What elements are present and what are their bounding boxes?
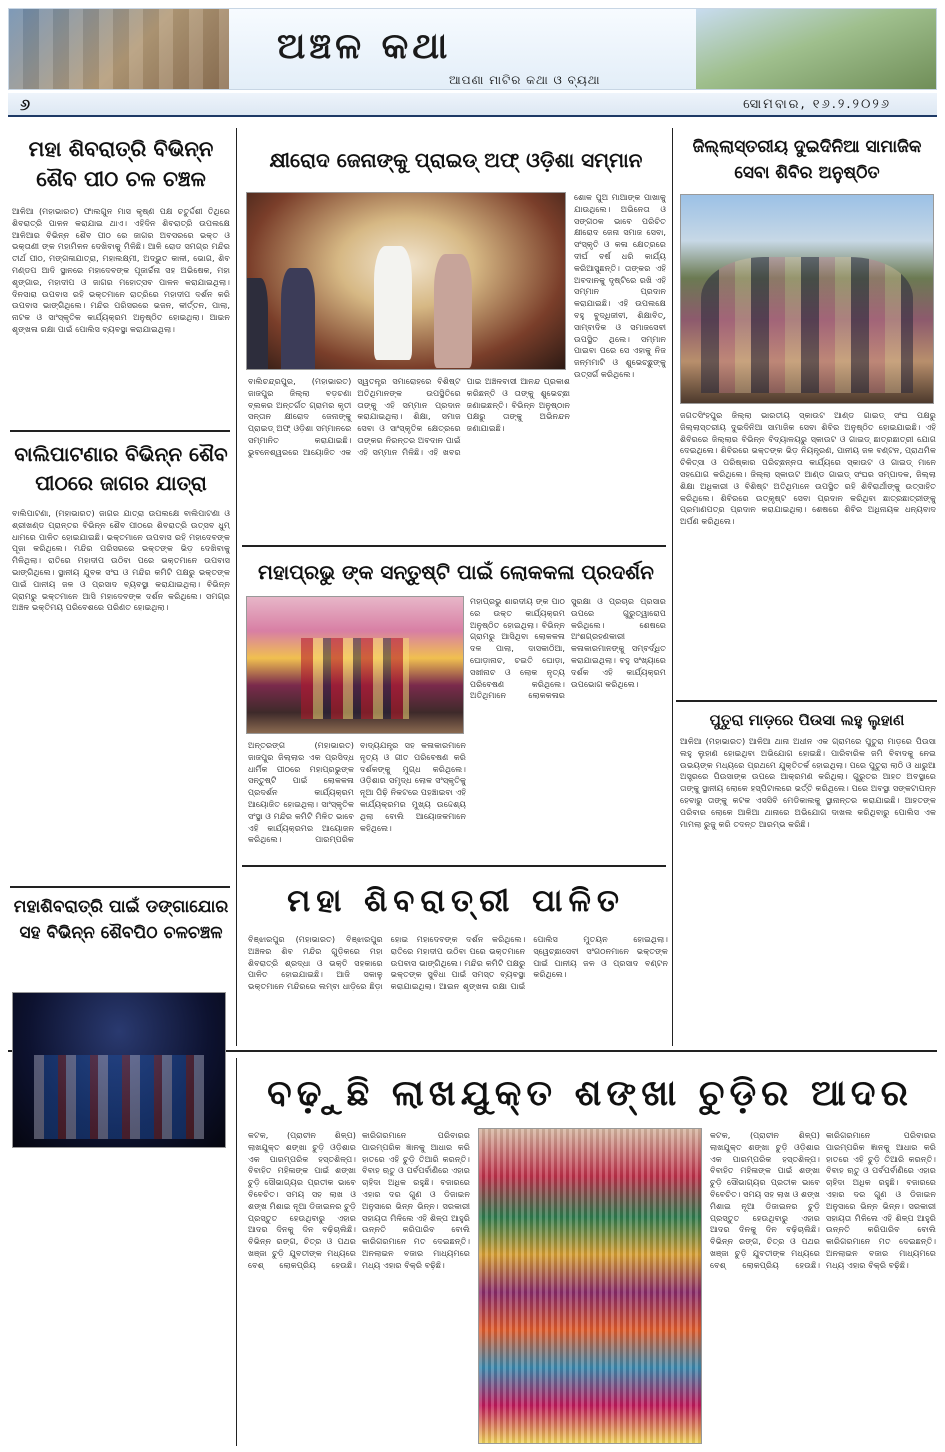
article-body-shivaratri-palita: ବିଞ୍ଝାରପୁର (ମହାଭାରତ) ବିଞ୍ଝାରପୁର ଅଞ୍ଚଳର ଶିବ ମନ୍ଦିର ଗୁଡ଼ିକରେ ମହା ଶିବରାତ୍ରି ଶ୍ରଦ୍ଧା ଓ ଭକ୍ତି ସହକାରେ ପାଳିତ ହୋଇଯାଇଛି। ଆଜି ସକାଳୁ ଭକ୍ତମାନେ ମନ୍ଦିରରେ ଲମ୍ବା ଧାଡ଼ିରେ ଛିଡ଼ା ହୋଇ ମହାଦେବଙ୍କ ଦର୍ଶନ କରିଥିଲେ। ରାତିରେ ମହାଦୀପ ଉଠିବା ପରେ ଭକ୍ତମାନେ ଉପବାସ ଭାଙ୍ଗିଥିଲେ। ମନ୍ଦିର କମିଟି ପକ୍ଷରୁ ଭକ୍ତଙ୍କ ସୁବିଧା ପାଇଁ ସମସ୍ତ ବ୍ୟବସ୍ଥା କରାଯାଇଥିଲା। ଆଇନ ଶୃଙ୍ଖଳା ରକ୍ଷା ପାଇଁ ପୋଲିସ ମୁତୟନ ହୋଇଥିଲା। ସ୍ୱେଚ୍ଛାସେବୀ ସଂଗଠନମାନେ ଭକ୍ତଙ୍କ ପାଇଁ ପାନୀୟ ଜଳ ଓ ପ୍ରସାଦ ବଣ୍ଟନ କରିଥିଲେ। — [248, 934, 668, 992]
column-rule — [672, 128, 673, 1046]
masthead-right-photo — [696, 9, 936, 90]
headline-social-camp: ଜିଲ୍ଲାସ୍ତରୀୟ ଦୁଇଦିନିଆ ସାମାଜିକ ସେବା ଶିବିର ଅନୁଷ୍ଠିତ — [692, 137, 922, 183]
headline-dangajora: ମହାଶିବରାତ୍ରି ପାଇଁ ଡଙ୍ଗାଯୋର ସହ ବିଭିନ୍ନ ଶୈବପିଠ ଚଳଚଞ୍ଚଳ — [13, 897, 229, 943]
photo-conch-bangles — [478, 1128, 702, 1444]
issue-date: ସୋମବାର, ୧୬.୨.୨୦୨୬ — [743, 97, 891, 112]
column-rule — [236, 128, 237, 1046]
newspaper-title: ଅଞ୍ଚଳ କଥା — [277, 25, 452, 67]
page-number: ୬ — [20, 95, 31, 114]
column-rule — [236, 1058, 237, 1446]
section-rule — [242, 865, 666, 867]
section-rule — [10, 886, 230, 888]
section-rule — [676, 700, 937, 702]
article-body-bangles-continued: କଟକ, (ପ୍ରାଚୀନ ଶିଳ୍ପ) ଲାଖଯୁକ୍ତ ଶଙ୍ଖା ଚୁଡ଼ି ଓଡ଼ିଶାର ଏକ ପାରମ୍ପରିକ ହସ୍ତଶିଳ୍ପ। ବିବାହିତ ମହିଳାଙ୍କ ପାଇଁ ଶଙ୍ଖା ଚୁଡ଼ି ସୌଭାଗ୍ୟର ପ୍ରତୀକ ଭାବେ ବିବେଚିତ। ସମୟ ସହ ଲାଖ ଓ ଶଙ୍ଖ ମିଶାଇ ନୂଆ ଡିଜାଇନର ଚୁଡ଼ି ପ୍ରସ୍ତୁତ ହେଉଥିବାରୁ ଏହାର ଆଦର ଦିନକୁ ଦିନ ବଢ଼ିଚାଲିଛି। ବିଭିନ୍ନ ରଙ୍ଗ, ଚିତ୍ର ଓ ପଥର ଖଞ୍ଜା ଚୁଡ଼ି ଯୁବତୀଙ୍କ ମଧ୍ୟରେ ବେଶ୍ ଲୋକପ୍ରିୟ ହେଉଛି। କାରିଗରମାନେ ପରିବାରର ପାରମ୍ପରିକ ଜ୍ଞାନକୁ ଆଧାର କରି ହାତରେ ଏହି ଚୁଡ଼ି ତିଆରି କରନ୍ତି। ବିବାହ ଋତୁ ଓ ପର୍ବପର୍ବାଣିରେ ଏହାର ଚାହିଦା ଅଧିକ ରହୁଛି। ବଜାରରେ ଏହାର ଦର ଗୁଣ ଓ ଡିଜାଇନ ଅନୁସାରେ ଭିନ୍ନ ଭିନ୍ନ। ସରକାରୀ ସହାୟତା ମିଳିଲେ ଏହି ଶିଳ୍ପ ଆହୁରି ଉନ୍ନତି କରିପାରିବ ବୋଲି କାରିଗରମାନେ ମତ ଦେଇଛନ୍ତି। ଅନଲାଇନ ବଜାର ମାଧ୍ୟମରେ ମଧ୍ୟ ଏହାର ବିକ୍ରି ବଢ଼ିଛି। — [710, 1130, 936, 1270]
headline-balipatana: ବାଲିପାଟଣାର ବିଭିନ୍ନ ଶୈବ ପୀଠରେ ଜାଗର ଯାତ୍ରା — [14, 442, 228, 495]
section-rule — [10, 430, 230, 432]
photo-shivaratri-night-crowd — [12, 992, 226, 1148]
article-body-pride-award: ବାଲିଚନ୍ଦ୍ରପୁର, (ମହାଭାରତ) ଜାଜପୁର ଜିଲ୍ଲା ବଡ଼ଚଣା ବ୍ଲକର ଅନ୍ତର୍ଗତ ଗ୍ରାମର କୃତୀ ସନ୍ତାନ କ୍ଷୀରୋଦ ଜେନାଙ୍କୁ ପ୍ରାଇଡ୍ ଅଫ୍ ଓଡ଼ିଶା ସମ୍ମାନରେ ସମ୍ମାନିତ କରାଯାଇଛି। ଭୁବନେଶ୍ୱରରେ ଆୟୋଜିତ ଏକ ସ୍ୱତନ୍ତ୍ର ସମାରୋହରେ ବିଶିଷ୍ଟ ଅତିଥିମାନଙ୍କ ଉପସ୍ଥିତିରେ ତାଙ୍କୁ ଏହି ସମ୍ମାନ ପ୍ରଦାନ କରାଯାଇଥିଲା। ଶିକ୍ଷା, ସମାଜ ସେବା ଓ ସାଂସ୍କୃତିକ କ୍ଷେତ୍ରରେ ତାଙ୍କର ନିରନ୍ତର ଅବଦାନ ପାଇଁ ଏହି ସମ୍ମାନ ମିଳିଛି। ଏହି ଖବର ପାଇ ଅଞ୍ଚଳବାସୀ ଆନନ୍ଦ ପ୍ରକାଶ କରିଛନ୍ତି ଓ ତାଙ୍କୁ ଶୁଭେଚ୍ଛା ଜଣାଇଛନ୍ତି। ବିଭିନ୍ନ ଅନୁଷ୍ଠାନ ପକ୍ଷରୁ ତାଙ୍କୁ ଅଭିନନ୍ଦନ ଜଣାଯାଇଛି। — [248, 376, 570, 457]
photo-award-ceremony — [246, 192, 566, 370]
photo-folk-art-performance — [246, 596, 464, 734]
article-body-social-camp: ଜଗତସିଂହପୁର ଜିଲ୍ଲା ଭାରତୀୟ ସ୍କାଉଟ ଆଣ୍ଡ ଗାଇଡ୍ ସଂଘ ପକ୍ଷରୁ ଜିଲ୍ଲାସ୍ତରୀୟ ଦୁଇଦିନିଆ ସାମାଜିକ ସେବା ଶିବିର ଅନୁଷ୍ଠିତ ହୋଇଯାଇଛି। ଏହି ଶିବିରରେ ଜିଲ୍ଲାର ବିଭିନ୍ନ ବିଦ୍ୟାଳୟରୁ ସ୍କାଉଟ ଓ ଗାଇଡ୍ ଛାତ୍ରଛାତ୍ରୀ ଯୋଗ ଦେଇଥିଲେ। ଶିବିରରେ ଭକ୍ତଙ୍କ ଭିଡ଼ ନିୟନ୍ତ୍ରଣ, ପାନୀୟ ଜଳ ବଣ୍ଟନ, ପ୍ରାଥମିକ ଚିକିତ୍ସା ଓ ପରିଷ୍କାର ପରିଚ୍ଛନ୍ନତା କାର୍ଯ୍ୟରେ ସ୍କାଉଟ ଓ ଗାଇଡ୍ ମାନେ ସହଯୋଗ କରିଥିଲେ। ଜିଲ୍ଲା ସ୍କାଉଟ ଆଣ୍ଡ ଗାଇଡ୍ ସଂଘର ସମ୍ପାଦକ, ଜିଲ୍ଲା ଶିକ୍ଷା ଅଧିକାରୀ ଓ ବିଶିଷ୍ଟ ଅତିଥିମାନେ ଉପସ୍ଥିତ ରହି ଶିବିରାର୍ଥୀଙ୍କୁ ଉତ୍ସାହିତ କରିଥିଲେ। ଶିବିରରେ ଉତ୍କୃଷ୍ଟ ସେବା ପ୍ରଦାନ କରିଥିବା ଛାତ୍ରଛାତ୍ରୀଙ୍କୁ ପ୍ରମାଣପତ୍ର ପ୍ରଦାନ କରାଯାଇଥିଲା। ଶେଷରେ ଶିବିର ଅଧିନାୟକ ଧନ୍ୟବାଦ ଅର୍ପଣ କରିଥିଲେ। — [680, 410, 936, 527]
headline-shivaratri-palita: ମହା ଶିବରାତ୍ରୀ ପାଳିତ — [287, 883, 625, 919]
article-body-putura: ଆଳିଆ (ମହାଭାରତ) ଆଳିଆ ଥାନା ଅଧୀନ ଏକ ଗ୍ରାମରେ ପୁତୁରା ମାଡ଼ରେ ପିଉସା ଲହୁ ଲୁହାଣ ହୋଇଥିବା ଅଭିଯୋଗ ହୋଇଛି। ପାରିବାରିକ ଜମି ବିବାଦକୁ ନେଇ ଉଭୟଙ୍କ ମଧ୍ୟରେ ପ୍ରଥମେ ଯୁକ୍ତିତର୍କ ହୋଇଥିଲା। ପରେ ପୁତୁରା ଲାଠି ଓ ଧାରୁଆ ଅସ୍ତ୍ରରେ ପିଉସାଙ୍କ ଉପରେ ଆକ୍ରମଣ କରିଥିଲା। ଗୁରୁତର ଆହତ ଅବସ୍ଥାରେ ତାଙ୍କୁ ସ୍ଥାନୀୟ ଲୋକେ ହସ୍ପିଟାଲରେ ଭର୍ତ୍ତି କରିଥିଲେ। ପରେ ଅବସ୍ଥା ସଙ୍କଟାପନ୍ନ ହେବାରୁ ତାଙ୍କୁ କଟକ ଏସସିବି ମେଡିକାଲକୁ ସ୍ଥାନାନ୍ତର କରାଯାଇଛି। ଆହତଙ୍କ ପରିବାର ଲୋକେ ଆଳିଆ ଥାନାରେ ଅଭିଯୋଗ ଦାଖଲ କରିଥିବାରୁ ପୋଲିସ ଏକ ମାମଲା ରୁଜୁ କରି ତଦନ୍ତ ଆରମ୍ଭ କରିଛି। — [680, 736, 936, 829]
article-body-balipatana: ବାଲିପାଟଣା, (ମହାଭାରତ) ଜାଗର ଯାତ୍ରା ଉପଲକ୍ଷେ ବାଲିପାଟଣା ଓ ଶ୍ରୀଖଣ୍ଡ ପ୍ରାନ୍ତର ବିଭିନ୍ନ ଶୈବ ପୀଠରେ ଶିବରାତ୍ରି ଉତ୍ସବ ଧୁମ୍ ଧାମରେ ପାଳିତ ହୋଇଯାଇଛି। ଭକ୍ତମାନେ ଉପବାସ ରହି ମହାଦେବଙ୍କ ପୂଜା କରିଥିଲେ। ମନ୍ଦିର ପରିସରରେ ଭକ୍ତଙ୍କ ଭିଡ଼ ଦେଖିବାକୁ ମିଳିଥିଲା। ରାତିରେ ମହାଦୀପ ଉଠିବା ପରେ ଭକ୍ତମାନେ ଉପବାସ ଭାଙ୍ଗିଥିଲେ। ସ୍ଥାନୀୟ ଯୁବକ ସଂଘ ଓ ମନ୍ଦିର କମିଟି ପକ୍ଷରୁ ଭକ୍ତଙ୍କ ପାଇଁ ପାନୀୟ ଜଳ ଓ ପ୍ରସାଦ ବ୍ୟବସ୍ଥା କରାଯାଇଥିଲା। ବିଭିନ୍ନ ଗ୍ରାମରୁ ଭକ୍ତମାନେ ଆସି ମହାଦେବଙ୍କ ଦର୍ଶନ କରିଥିଲେ। ସମଗ୍ର ଅଞ୍ଚଳ ଭକ୍ତିମୟ ପରିବେଶରେ ପରିଣତ ହୋଇଥିଲା। — [12, 508, 230, 613]
article-body-bangles: କଟକ, (ପ୍ରାଚୀନ ଶିଳ୍ପ) ଲାଖଯୁକ୍ତ ଶଙ୍ଖା ଚୁଡ଼ି ଓଡ଼ିଶାର ଏକ ପାରମ୍ପରିକ ହସ୍ତଶିଳ୍ପ। ବିବାହିତ ମହିଳାଙ୍କ ପାଇଁ ଶଙ୍ଖା ଚୁଡ଼ି ସୌଭାଗ୍ୟର ପ୍ରତୀକ ଭାବେ ବିବେଚିତ। ସମୟ ସହ ଲାଖ ଓ ଶଙ୍ଖ ମିଶାଇ ନୂଆ ଡିଜାଇନର ଚୁଡ଼ି ପ୍ରସ୍ତୁତ ହେଉଥିବାରୁ ଏହାର ଆଦର ଦିନକୁ ଦିନ ବଢ଼ିଚାଲିଛି। ବିଭିନ୍ନ ରଙ୍ଗ, ଚିତ୍ର ଓ ପଥର ଖଞ୍ଜା ଚୁଡ଼ି ଯୁବତୀଙ୍କ ମଧ୍ୟରେ ବେଶ୍ ଲୋକପ୍ରିୟ ହେଉଛି। କାରିଗରମାନେ ପରିବାରର ପାରମ୍ପରିକ ଜ୍ଞାନକୁ ଆଧାର କରି ହାତରେ ଏହି ଚୁଡ଼ି ତିଆରି କରନ୍ତି। ବିବାହ ଋତୁ ଓ ପର୍ବପର୍ବାଣିରେ ଏହାର ଚାହିଦା ଅଧିକ ରହୁଛି। ବଜାରରେ ଏହାର ଦର ଗୁଣ ଓ ଡିଜାଇନ ଅନୁସାରେ ଭିନ୍ନ ଭିନ୍ନ। ସରକାରୀ ସହାୟତା ମିଳିଲେ ଏହି ଶିଳ୍ପ ଆହୁରି ଉନ୍ନତି କରିପାରିବ ବୋଲି କାରିଗରମାନେ ମତ ଦେଇଛନ୍ତି। ଅନଲାଇନ ବଜାର ମାଧ୍ୟମରେ ମଧ୍ୟ ଏହାର ବିକ୍ରି ବଢ଼ିଛି। — [248, 1130, 470, 1270]
section-rule — [242, 545, 666, 547]
photo-scout-service-camp — [680, 194, 934, 404]
headline-pride-award: କ୍ଷୀରୋଦ ଜେନାଙ୍କୁ ପ୍ରାଇଡ୍ ଅଫ୍ ଓଡ଼ିଶା ସମ୍ମାନ — [269, 148, 643, 172]
article-side-folk-art: ମହାପ୍ରଭୁ ଶାରଦୀୟ ଙ୍କ ପାଠ ରେ ଉକ୍ତ କାର୍ଯ୍ୟକ୍ରମ ଅନୁଷ୍ଠିତ ହୋଇଥିଲା। ବିଭିନ୍ନ ଗ୍ରାମରୁ ଆସିଥିବା ଲୋକକଳା ଦଳ ପାଲା, ଦାସକାଠିଆ, ଘୋଡ଼ାନାଚ, ଚଇତି ଘୋଡ଼ା, ସଖୀନାଚ ଓ ଲୋକ ନୃତ୍ୟ ପରିବେଷଣ କରିଥିଲେ। ଅତିଥିମାନେ ଲୋକକଳାର ସୁରକ୍ଷା ଓ ପ୍ରଚାର ପ୍ରସାର ଉପରେ ଗୁରୁତ୍ୱାରୋପ କରିଥିଲେ। ଶେଷରେ ଅଂଶଗ୍ରହଣକାରୀ କଳାକାରମାନଙ୍କୁ ସମ୍ବର୍ଦ୍ଧିତ କରାଯାଇଥିଲା। ବହୁ ସଂଖ୍ୟାରେ ଦର୍ଶକ ଏହି କାର୍ଯ୍ୟକ୍ରମ ଉପଭୋଗ କରିଥିଲେ। — [470, 596, 666, 701]
headline-putura: ପୁତୁରା ମାଡ଼ରେ ପିଉସା ଲହୁ ଲୁହାଣ — [709, 711, 905, 729]
article-side-pride-award: ଶୋକ ପୁଅ ମାଆଙ୍କ ପାଖାକୁ ଯାଉଥିଲେ। ଅଭିନେତା ଓ ସଙ୍ଗଠକ ଭାବେ ପରିଚିତ କ୍ଷୀରୋଦ ଜେନା ସମାଜ ସେବା, ସଂସ୍କୃତି ଓ କଳା କ୍ଷେତ୍ରରେ ଦୀର୍ଘ ବର୍ଷ ଧରି କାର୍ଯ୍ୟ କରିଆସୁଛନ୍ତି। ତାଙ୍କର ଏହି ଅବଦାନକୁ ଦୃଷ୍ଟିରେ ରଖି ଏହି ସମ୍ମାନ ପ୍ରଦାନ କରାଯାଇଛି। ଏହି ଉପଲକ୍ଷେ ବହୁ ବୁଦ୍ଧିଜୀବୀ, ଶିକ୍ଷାବିତ୍, ସାମ୍ବାଦିକ ଓ ସମାଜସେବୀ ଉପସ୍ଥିତ ଥିଲେ। ସମ୍ମାନ ପାଇବା ପରେ ସେ ଏହାକୁ ନିଜ ଜନ୍ମମାଟି ଓ ଶୁଭେଚ୍ଛୁଙ୍କୁ ଉତ୍ସର୍ଗ କରିଥିଲେ। — [574, 192, 666, 379]
headline-folk-art: ମହାପ୍ରଭୁ ଙ୍କ ସନ୍ତୁଷ୍ଟି ପାଇଁ ଲୋକକଳା ପ୍ରଦର୍ଶନ — [258, 560, 654, 584]
headline-bangles: ବଢ଼ୁଛି ଲାଖଯୁକ୍ତ ଶଙ୍ଖା ଚୁଡ଼ିର ଆଦର — [267, 1072, 913, 1114]
article-body-shivaratri-shaiva: ଆଳିଆ (ମହାଭାରତ) ଫାଲଗୁନ ମାସ କୃଷ୍ଣ ପକ୍ଷ ଚତୁର୍ଦ୍ଦଶୀ ତିଥିରେ ଶିବରାତ୍ରି ପାଳନ କରାଯାଇ ଥାଏ। ଏହିଦିନ ଶିବରାତ୍ରି ଉପଲକ୍ଷେ ଆଳିଆର ବିଭିନ୍ନ ଶୈବ ପୀଠ ରେ ଜାଗର ଅବସରରେ ଭକ୍ତ ଓ ଭକ୍ତାଣୀ ଙ୍କ ମହାମିଳନ ଦେଖିବାକୁ ମିଳିଛି। ଆଳି ରୋଡ ସମଗ୍ର ମନ୍ଦିର ତୀର୍ଥ ପୀଠ, ମଙ୍ଗଳାଯାତ୍ରା, ମହାଲକ୍ଷ୍ମୀ, ଅଦ୍ଭୁତ କାଳୀ, ଭୋଗ, ଶିବ ମଣ୍ଡପ ଆଦି ସ୍ଥାନରେ ମହାଦେବଙ୍କ ପୂଜାର୍ଚ୍ଚନା ସହ ଅଭିଷେକ, ମହା ଶୃଙ୍ଗାର, ମହାଦୀପ ଓ ଜାଗର ମହୋତ୍ସବ ପାଳନ କରାଯାଇଥିଲା। ଦିନସାରା ଉପବାସ ରହି ଭକ୍ତମାନେ ରାତ୍ରିରେ ମହାଦୀପ ଦର୍ଶନ କରି ଉପବାସ ଭାଙ୍ଗିଥିଲେ। ମନ୍ଦିର ପରିସରରେ ଭଜନ, କୀର୍ତ୍ତନ, ପାଲା, ନାଟକ ଓ ସାଂସ୍କୃତିକ କାର୍ଯ୍ୟକ୍ରମ ଅନୁଷ୍ଠିତ ହୋଇଥିଲା। ଆଇନ ଶୃଙ୍ଖଳା ରକ୍ଷା ପାଇଁ ପୋଲିସ ବ୍ୟବସ୍ଥା କରାଯାଇଥିଲା। — [12, 206, 230, 334]
headline-shivaratri-shaiva: ମହା ଶିବରାତ୍ରି ବିଭିନ୍ନ ଶୈବ ପୀଠ ଚଳ ଚଞ୍ଚଳ — [28, 136, 214, 191]
article-body-folk-art: ଅନ୍ତରଙ୍ଗ (ମହାଭାରତ) ଜାଜପୁର ଜିଲ୍ଲାର ଏକ ପ୍ରସିଦ୍ଧ ଧାର୍ମିକ ପୀଠରେ ମହାପ୍ରଭୁଙ୍କ ସନ୍ତୁଷ୍ଟି ପାଇଁ ଲୋକକଳା ପ୍ରଦର୍ଶନ କାର୍ଯ୍ୟକ୍ରମ ଆୟୋଜିତ ହୋଇଥିଲା। ସାଂସ୍କୃତିକ ସଂସ୍ଥା ଓ ମନ୍ଦିର କମିଟି ମିଳିତ ଭାବେ ଏହି କାର୍ଯ୍ୟକ୍ରମର ଆୟୋଜନ କରିଥିଲେ। ପାରମ୍ପରିକ ବାଦ୍ୟଯନ୍ତ୍ର ସହ କଳାକାରମାନେ ନୃତ୍ୟ ଓ ଗୀତ ପରିବେଷଣ କରି ଦର୍ଶକଙ୍କୁ ମୁଗ୍ଧ କରିଥିଲେ। ଓଡ଼ିଶାର ସମୃଦ୍ଧ ଲୋକ ସଂସ୍କୃତିକୁ ନୂଆ ପିଢ଼ି ନିକଟରେ ପହଞ୍ଚାଇବା ଏହି କାର୍ଯ୍ୟକ୍ରମର ମୁଖ୍ୟ ଉଦ୍ଦେଶ୍ୟ ଥିଲା ବୋଲି ଆୟୋଜକମାନେ କହିଥିଲେ। — [248, 740, 466, 845]
masthead — [8, 8, 937, 90]
masthead-left-photo — [9, 9, 229, 90]
newspaper-subtitle: ଆପଣା ମାଟିର କଥା ଓ ବ୍ୟଥା — [449, 73, 601, 87]
dateline-bar — [8, 93, 937, 117]
